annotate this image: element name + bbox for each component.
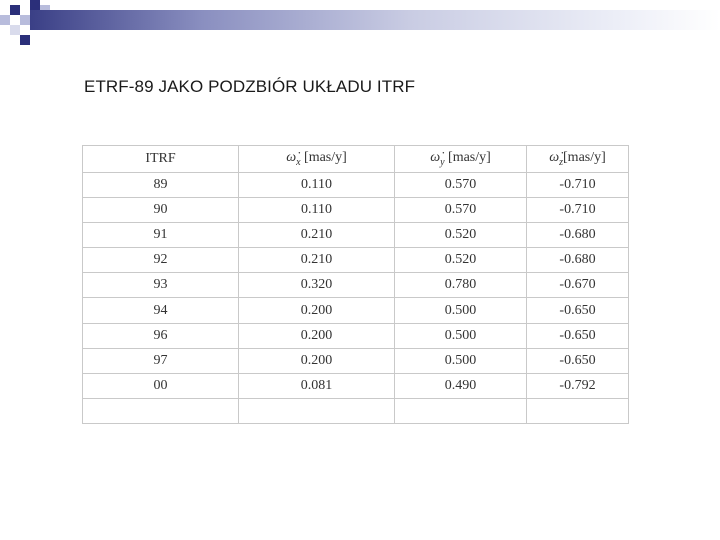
header-omega-y	[395, 146, 527, 173]
cell-omega-x: 0.200	[239, 323, 395, 348]
omega-x-subscript: x	[296, 156, 301, 168]
header-square-light	[10, 25, 20, 35]
omega-y-unit: [mas/y]	[448, 150, 491, 166]
cell-omega-x: 0.110	[239, 198, 395, 223]
cell-omega-y: 0.520	[395, 223, 527, 248]
rotation-table	[82, 145, 629, 424]
cell-omega-x: 0.200	[239, 298, 395, 323]
table-row	[83, 348, 629, 373]
table-row	[83, 248, 629, 273]
cell-omega-z: -0.650	[527, 298, 629, 323]
cell-omega-x: 0.200	[239, 348, 395, 373]
cell-omega-z	[527, 398, 629, 423]
cell-omega-x: 0.210	[239, 248, 395, 273]
cell-omega-y: 0.500	[395, 348, 527, 373]
omega-x-symbol: ω̇	[286, 150, 297, 166]
cell-omega-z: -0.670	[527, 273, 629, 298]
cell-omega-z: -0.680	[527, 248, 629, 273]
header-square-navy	[10, 5, 20, 15]
header-omega-z	[527, 146, 629, 173]
omega-z-unit: [mas/y]	[563, 150, 606, 166]
cell-omega-z: -0.650	[527, 323, 629, 348]
table-row	[83, 198, 629, 223]
cell-omega-y	[395, 398, 527, 423]
cell-itrf: 97	[83, 348, 239, 373]
cell-omega-y: 0.500	[395, 323, 527, 348]
cell-omega-y: 0.520	[395, 248, 527, 273]
cell-omega-x: 0.081	[239, 373, 395, 398]
table-header-row	[83, 146, 629, 173]
header-square-navy-2	[30, 0, 40, 10]
cell-itrf: 00	[83, 373, 239, 398]
cell-omega-z: -0.680	[527, 223, 629, 248]
cell-itrf: 91	[83, 223, 239, 248]
cell-omega-y: 0.500	[395, 298, 527, 323]
cell-omega-x: 0.320	[239, 273, 395, 298]
cell-itrf: 89	[83, 173, 239, 198]
cell-omega-x: 0.210	[239, 223, 395, 248]
cell-omega-z: -0.710	[527, 198, 629, 223]
cell-omega-z: -0.650	[527, 348, 629, 373]
table-row	[83, 298, 629, 323]
omega-z-subscript: z	[559, 156, 564, 168]
table-row	[83, 373, 629, 398]
cell-itrf: 92	[83, 248, 239, 273]
cell-omega-x	[239, 398, 395, 423]
omega-z-symbol: ω̇	[549, 150, 560, 166]
cell-itrf: 94	[83, 298, 239, 323]
cell-itrf: 90	[83, 198, 239, 223]
cell-omega-z: -0.792	[527, 373, 629, 398]
table-row	[83, 273, 629, 298]
cell-itrf: 96	[83, 323, 239, 348]
header-square-navy-3	[20, 35, 30, 45]
omega-y-subscript: y	[440, 156, 445, 168]
header-itrf: ITRF	[83, 146, 239, 173]
omega-x-unit: [mas/y]	[304, 150, 347, 166]
cell-omega-y: 0.780	[395, 273, 527, 298]
table-row-empty	[83, 398, 629, 423]
table-row	[83, 323, 629, 348]
cell-omega-y: 0.570	[395, 198, 527, 223]
cell-omega-x: 0.110	[239, 173, 395, 198]
header-omega-x	[239, 146, 395, 173]
cell-omega-y: 0.570	[395, 173, 527, 198]
rotation-table-container	[82, 145, 628, 424]
omega-y-symbol: ω̇	[430, 150, 441, 166]
header-gradient-band	[30, 10, 720, 30]
cell-itrf	[83, 398, 239, 423]
slide-title: ETRF-89 JAKO PODZBIÓR UKŁADU ITRF	[84, 77, 416, 96]
cell-itrf: 93	[83, 273, 239, 298]
cell-omega-z: -0.710	[527, 173, 629, 198]
header-square-lavender-2	[0, 15, 10, 25]
table-row	[83, 173, 629, 198]
table-row	[83, 223, 629, 248]
header-square-lavender	[20, 15, 30, 25]
cell-omega-y: 0.490	[395, 373, 527, 398]
